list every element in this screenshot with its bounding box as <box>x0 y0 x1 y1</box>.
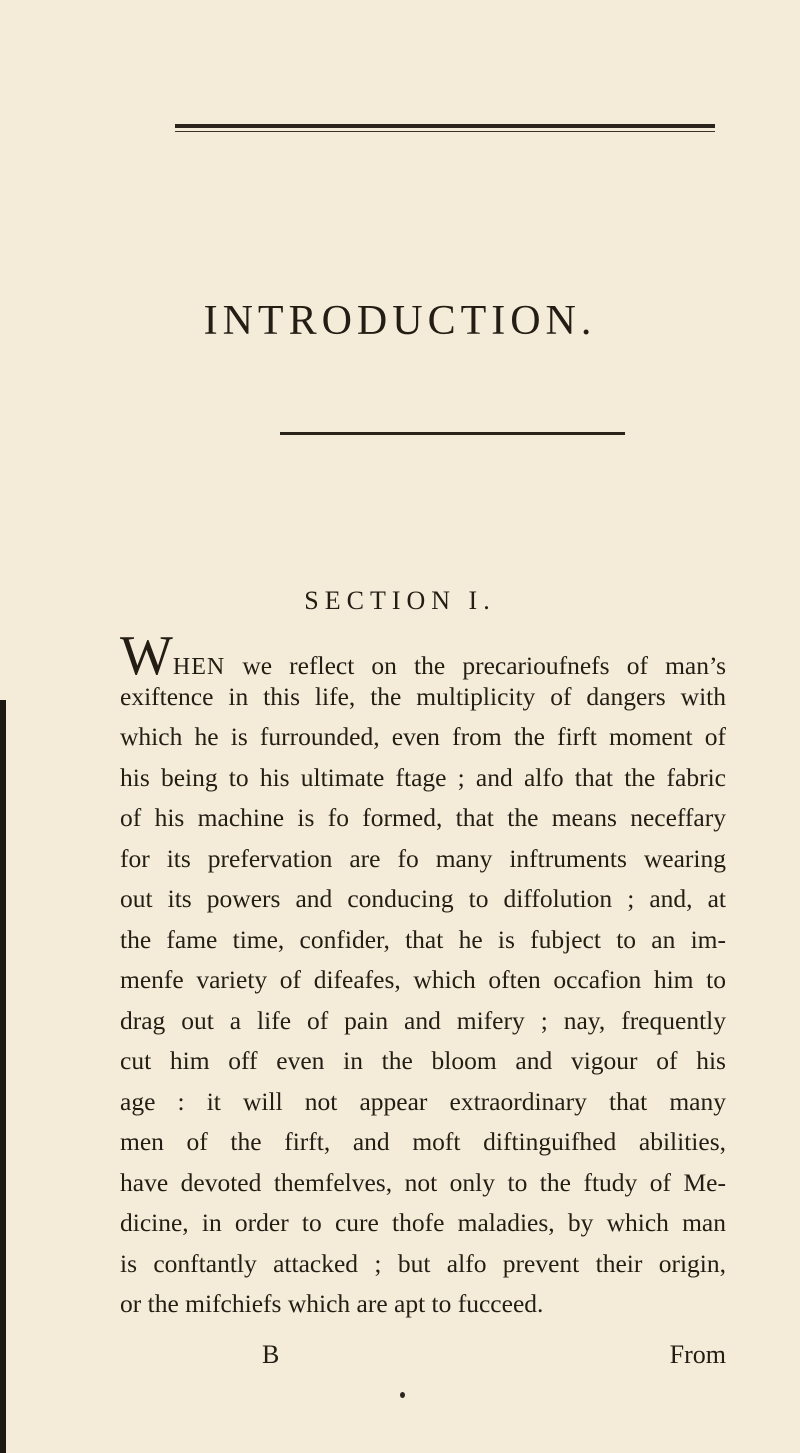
text-line: menfe variety of difeafes, which often occafion him to <box>120 965 726 994</box>
text-line: cut him off even in the bloom and vigour of his <box>120 1046 726 1075</box>
text-line: for its prefervation are fo many inftruments wearing <box>120 843 726 873</box>
text-line: men of the firft, and moft diftinguifhed abilities, <box>120 1127 726 1156</box>
signature-mark: B <box>262 1340 280 1369</box>
text-line: of his machine is fo formed, that the means neceffary <box>120 803 726 832</box>
section-divider <box>280 432 625 435</box>
text-line: dicine, in order to cure thofe maladies, by which man <box>120 1208 726 1237</box>
page-title: INTRODUCTION. <box>203 298 597 344</box>
drop-cap: W <box>120 625 173 687</box>
text-line: his being to his ultimate ftage ; and alfo that the fabric <box>120 762 726 792</box>
section-heading: SECTION I. <box>304 586 496 615</box>
text-line: which he is furrounded, even from the firft moment of <box>120 722 726 751</box>
text-line: or the mifchiefs which are apt to fucceed. <box>120 1289 544 1318</box>
text-line: drag out a life of pain and mifery ; nay, frequently <box>120 1005 726 1035</box>
text-line: out its powers and conducing to diffolution ; and, at <box>120 884 726 913</box>
body-paragraph <box>120 625 726 1325</box>
text-line: the fame time, confider, that he is fubject to an im- <box>120 924 726 954</box>
text-line: age : it will not appear extraordinary that many <box>120 1086 726 1116</box>
catchword: From <box>669 1340 726 1369</box>
text-line-1 <box>120 625 726 687</box>
text-line: is conftantly attacked ; but alfo prevent their origin, <box>120 1248 726 1278</box>
text-line: exiftence in this life, the multiplicity of dangers with <box>120 681 726 711</box>
text-line: have devoted themfelves, not only to the ftudy of Me- <box>120 1167 726 1197</box>
page-footer <box>120 1340 726 1380</box>
top-rule-thin <box>175 131 715 132</box>
line-text: we reflect on the precarioufnefs of man’s <box>225 651 726 680</box>
page-edge-shadow <box>0 700 6 1453</box>
top-rule <box>175 124 715 128</box>
ink-speck <box>400 1392 405 1398</box>
lead-word: HEN <box>172 654 226 680</box>
